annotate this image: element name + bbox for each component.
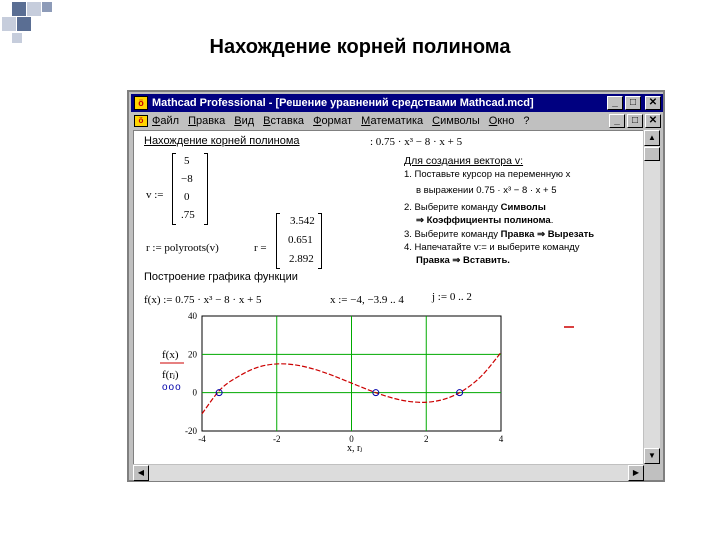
instruction-step-2-end: .: [550, 215, 554, 226]
y-tick-label: 40: [188, 311, 197, 321]
slide-title: Нахождение корней полинома: [209, 36, 511, 58]
function-definition[interactable]: f(x) := 0.75 · x³ − 8 · x + 5: [144, 294, 262, 306]
r-result-label: r =: [254, 242, 267, 254]
worksheet[interactable]: [133, 130, 643, 464]
deco-square: [12, 2, 26, 16]
menu-view[interactable]: Вид: [234, 115, 255, 127]
doc-close-button[interactable]: ✕: [645, 114, 661, 128]
root-value: 3.542: [290, 215, 315, 227]
v-element: 0: [184, 191, 190, 203]
minimize-button[interactable]: _: [607, 96, 623, 110]
title-bar: [131, 94, 663, 112]
heading-find-roots: Нахождение корней полинома: [144, 135, 300, 147]
root-value: 0.651: [288, 234, 313, 246]
close-button[interactable]: ✕: [645, 96, 661, 110]
menu-symbolics[interactable]: Символы: [432, 115, 480, 127]
scroll-up-button[interactable]: ▲: [644, 130, 660, 146]
instruction-step-4-bold: Правка ⇒ Вставить.: [416, 255, 510, 266]
instruction-step-2-subcommand: ⇒ Коэффициенты полинома: [416, 215, 551, 226]
deco-square: [2, 17, 16, 31]
v-element: .75: [181, 209, 195, 221]
y-tick-label: 20: [188, 349, 197, 360]
x-tick-label: -4: [198, 434, 206, 444]
polyroots-definition[interactable]: r := polyroots(v): [146, 242, 219, 254]
vertical-scrollbar[interactable]: [644, 130, 660, 464]
v-element: 5: [184, 155, 190, 167]
x-tick-label: -2: [273, 434, 281, 444]
instruction-step-1-expr: в выражении 0.75 · x³ − 8 · x + 5: [416, 185, 557, 196]
doc-minimize-button[interactable]: _: [609, 114, 625, 128]
x-tick-label: 0: [349, 434, 354, 444]
roots-plot[interactable]: [134, 131, 643, 464]
instruction-step-1: 1. Поставьте курсор на переменную x: [404, 169, 571, 180]
deco-square: [27, 2, 41, 16]
instruction-step-3-text: 3. Выберите команду: [404, 229, 501, 240]
doc-maximize-button[interactable]: □: [627, 114, 643, 128]
scroll-down-button[interactable]: ▼: [644, 448, 660, 464]
instruction-step-2-command: Символы: [500, 202, 546, 213]
menu-help[interactable]: ?: [523, 115, 530, 127]
y-tick-label: -20: [185, 426, 197, 436]
scroll-left-button[interactable]: ◀: [133, 465, 149, 481]
scroll-thumb[interactable]: [644, 147, 660, 161]
v-element: −8: [181, 173, 193, 185]
menu-insert[interactable]: Вставка: [263, 115, 305, 127]
instruction-step-2-text: 2. Выберите команду: [404, 202, 501, 213]
legend-f-of-x: f(x): [162, 349, 179, 361]
maximize-button[interactable]: □: [625, 96, 641, 110]
x-range-definition[interactable]: x := −4, −3.9 .. 4: [330, 294, 404, 306]
document-icon[interactable]: ö: [134, 115, 148, 127]
deco-square: [42, 2, 52, 12]
horizontal-scrollbar[interactable]: [133, 465, 644, 481]
document-controls: [607, 114, 661, 128]
menu-edit[interactable]: Правка: [188, 115, 226, 127]
window-title: Mathcad Professional - [Решение уравнений средствами Mathcad.mcd]: [152, 97, 534, 109]
scroll-right-button[interactable]: ▶: [628, 465, 644, 481]
instruction-step-3-command: Правка ⇒ Вырезать: [500, 229, 595, 240]
menu-format[interactable]: Формат: [313, 115, 353, 127]
mathcad-window: [127, 90, 665, 482]
legend-f-of-rj: f(rⱼ): [162, 369, 179, 381]
x-tick-label: 4: [498, 434, 504, 444]
menu-math[interactable]: Математика: [361, 115, 424, 127]
heading-plot: Построение графика функции: [144, 271, 298, 283]
polynomial-expression[interactable]: : 0.75 · x³ − 8 · x + 5: [370, 136, 463, 148]
menu-window[interactable]: Окно: [488, 115, 515, 127]
legend-markers: ooo: [162, 382, 182, 393]
menu-bar: [131, 113, 663, 129]
instructions-title: Для создания вектора v:: [404, 155, 524, 167]
x-tick-label: 2: [424, 434, 429, 444]
x-axis-label: x, rⱼ: [347, 443, 363, 454]
root-value: 2.892: [289, 253, 314, 265]
v-definition-label[interactable]: v :=: [146, 189, 164, 201]
instruction-step-4: 4. Напечатайте v:= и выберите команду: [404, 242, 580, 253]
deco-square: [17, 17, 31, 31]
mathcad-app-icon[interactable]: ö: [134, 96, 148, 110]
y-tick-label: 0: [192, 387, 197, 398]
menu-file[interactable]: Файл: [152, 115, 180, 127]
j-range-definition[interactable]: j := 0 .. 2: [432, 291, 472, 303]
